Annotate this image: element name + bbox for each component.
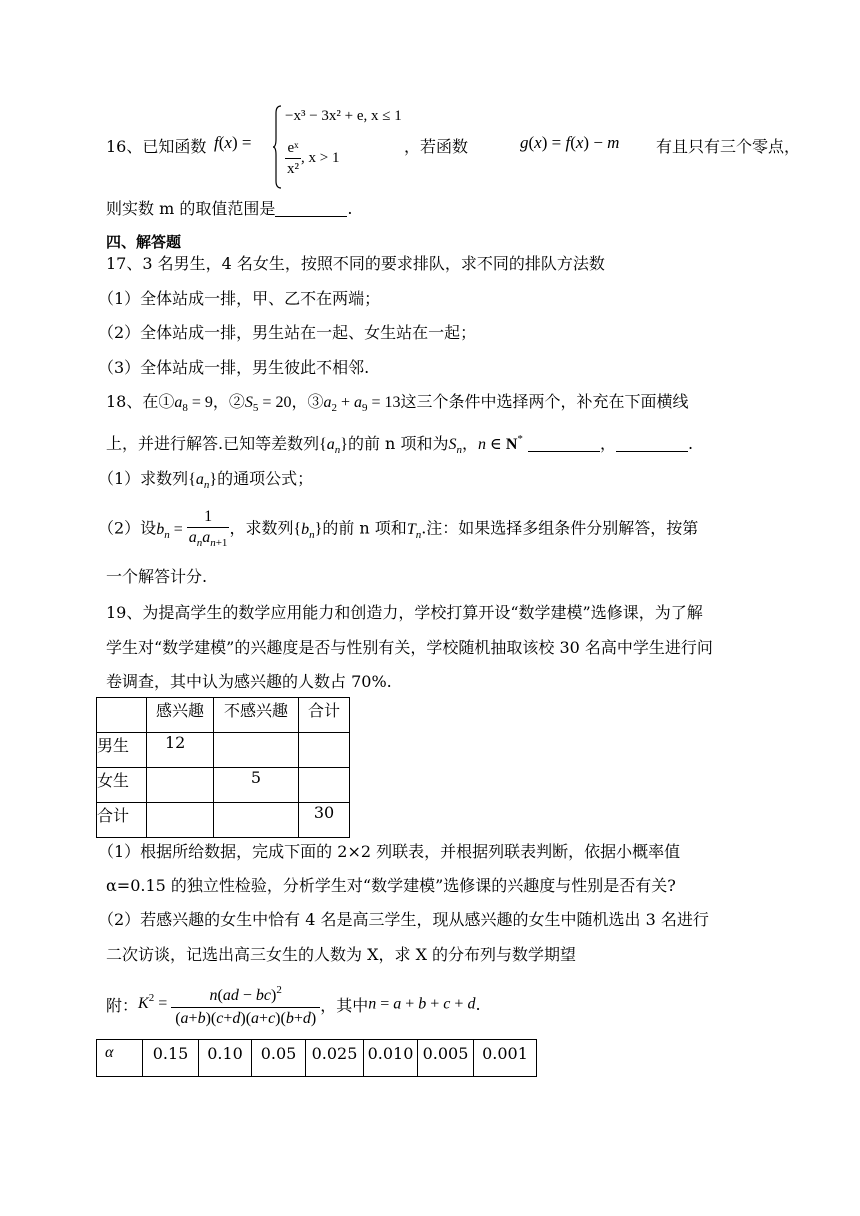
q16-prefix: 16、已知函数 (106, 137, 207, 156)
q18-tn: $T_n$ (406, 520, 422, 541)
table-cell-total-not-interested (214, 803, 299, 838)
q18-t3: ，③ (291, 392, 324, 411)
table-row-label-female: 女生 (97, 768, 147, 803)
q18-line1 (106, 389, 689, 414)
q16-piece2-cond: , x > 1 (301, 149, 340, 166)
q18-blank-2 (616, 435, 688, 452)
q18-l2a: 上，并进行解答.已知等差数列 (106, 434, 320, 453)
contingency-table (96, 697, 350, 838)
q19-part1-line2: α=0.15 的独立性检验，分析学生对“数学建模”选修课的兴趣度与性别是否有关? (106, 876, 676, 895)
q18-l2c: ， (461, 434, 478, 453)
table-header-corner (97, 698, 147, 733)
alpha-table (96, 1039, 537, 1077)
q16-f-of-x: f(x) = (214, 133, 252, 152)
q18-seq-bn: $\{b_n\}$ (293, 520, 323, 541)
alpha-value: 0.05 (252, 1040, 306, 1077)
q19-formula-suffix: ，其中 (320, 996, 369, 1015)
q18-l2d: ， (599, 434, 616, 453)
q18-p2c: 的前 n 项和 (322, 518, 407, 538)
q18-t4: 这三个条件中选择两个，补充在下面横线 (400, 392, 689, 411)
q19-formula-end: . (475, 995, 481, 1014)
q16-line2-text: 则实数 m 的取值范围是 (106, 199, 276, 218)
q18-cond3: $a_2 + a_9 = 13$ (323, 394, 401, 414)
table-cell-female-interested (147, 768, 214, 803)
table-row-label-total: 合计 (97, 803, 147, 838)
alpha-value: 0.10 (199, 1040, 252, 1077)
q18-t1: 18、在① (106, 392, 175, 411)
q16-line2 (106, 196, 352, 219)
q18-p2b: ，求数列 (229, 518, 294, 538)
table-cell-total-interested (147, 803, 214, 838)
q18-bn-def: $b_n$ = $\frac{1}{a_na_{n+1}}$ (156, 508, 228, 549)
q18-p2d: .注：如果选择多组条件分别解答，按第 (421, 518, 699, 538)
q16-line2-end: . (347, 199, 353, 218)
q19-line3: 卷调查，其中认为感兴趣的人数占 70%. (106, 672, 392, 691)
q16-piece1: −x³ − 3x² + e, x ≤ 1 (285, 108, 402, 124)
q18-seq-an: $\{a_n\}$ (319, 436, 348, 456)
q18-cond2: $S_5 = 20$ (244, 394, 292, 414)
table-cell-grand-total: 30 (299, 803, 350, 838)
q17-part1: （1）全体站成一排，甲、乙不在两端； (98, 289, 381, 308)
q16-middle: ，若函数 (404, 137, 469, 156)
q18-sn: $S_n$ (448, 436, 462, 456)
q18-line2 (106, 431, 693, 456)
table-cell-female-not-interested: 5 (214, 768, 299, 803)
q18-cond1: $a_8 = 9$ (174, 394, 213, 414)
table-header-not-interested: 不感兴趣 (214, 698, 299, 733)
q18-part2 (98, 508, 698, 552)
alpha-value: 0.005 (418, 1040, 474, 1077)
q18-part1 (98, 466, 313, 491)
q18-p1-seq: $\{a_n\}$ (188, 471, 218, 491)
chi-square-formula: $K^2$ = $\frac{n(ad - bc)^2}{(a+b)(c+d)(a+c)(b+d)}$ (138, 995, 320, 1012)
alpha-value: 0.001 (474, 1040, 537, 1077)
table-cell-male-not-interested (214, 733, 299, 768)
q16-g-def: g(x) = f(x) − m (520, 133, 620, 152)
section-title: 四、解答题 (106, 233, 182, 251)
q19-part2-line2: 二次访谈，记选出高三女生的人数为 X，求 X 的分布列与数学期望 (106, 945, 577, 964)
q18-part2-cont: 一个解答计分. (106, 567, 208, 586)
q19-formula-line (106, 981, 481, 1028)
table-header-total: 合计 (299, 698, 350, 733)
q18-p1b: 的通项公式； (217, 469, 314, 488)
q19-part1-line1: （1）根据所给数据，完成下面的 2×2 列联表，并根据列联表判断，依据小概率值 (98, 842, 681, 861)
alpha-value: 0.010 (364, 1040, 418, 1077)
table-cell-male-interested: 12 (147, 733, 214, 768)
table-cell-male-total (299, 733, 350, 768)
q18-p1a: （1）求数列 (98, 469, 189, 488)
table-cell-female-total (299, 768, 350, 803)
q19-part2-line1: （2）若感兴趣的女生中恰有 4 名是高三学生，现从感兴趣的女生中随机选出 3 名进行 (98, 910, 709, 929)
q18-p2a: （2）设 (98, 518, 157, 538)
q18-n-in-N: n ∈ N* (477, 433, 523, 453)
q16-piece2-den: x² (287, 161, 299, 177)
q17-part3: （3）全体站成一排，男生彼此不相邻. (98, 358, 370, 377)
q16-piece2 (285, 139, 339, 178)
q18-blank-1 (528, 435, 600, 452)
q19-formula-prefix: 附： (106, 996, 139, 1015)
q18-l2e: . (687, 434, 694, 453)
table-header-interested: 感兴趣 (147, 698, 214, 733)
q17-part2: （2）全体站成一排，男生站在一起、女生站在一起； (98, 323, 477, 342)
alpha-table-label: α (97, 1040, 143, 1077)
q17-stem: 17、3 名男生，4 名女生，按照不同的要求排队，求不同的排队方法数 (106, 254, 605, 273)
q19-line2: 学生对“数学建模”的兴趣度是否与性别有关，学校随机抽取该校 30 名高中学生进行问 (106, 638, 713, 657)
q18-t2: ，② (212, 392, 245, 411)
q19-line1: 19、为提高学生的数学应用能力和创造力，学校打算开设“数学建模”选修课，为了解 (106, 603, 703, 622)
q18-l2b: 的前 n 项和为 (347, 434, 449, 453)
q16-suffix: 有且只有三个零点， (656, 137, 801, 156)
q16-brace (272, 105, 282, 189)
alpha-value: 0.15 (143, 1040, 199, 1077)
q16-piece2-num: eˣ (285, 139, 301, 159)
q16-answer-blank (275, 200, 347, 217)
alpha-value: 0.025 (306, 1040, 364, 1077)
table-row-label-male: 男生 (97, 733, 147, 768)
n-definition: n = a + b + c + d (368, 995, 476, 1013)
